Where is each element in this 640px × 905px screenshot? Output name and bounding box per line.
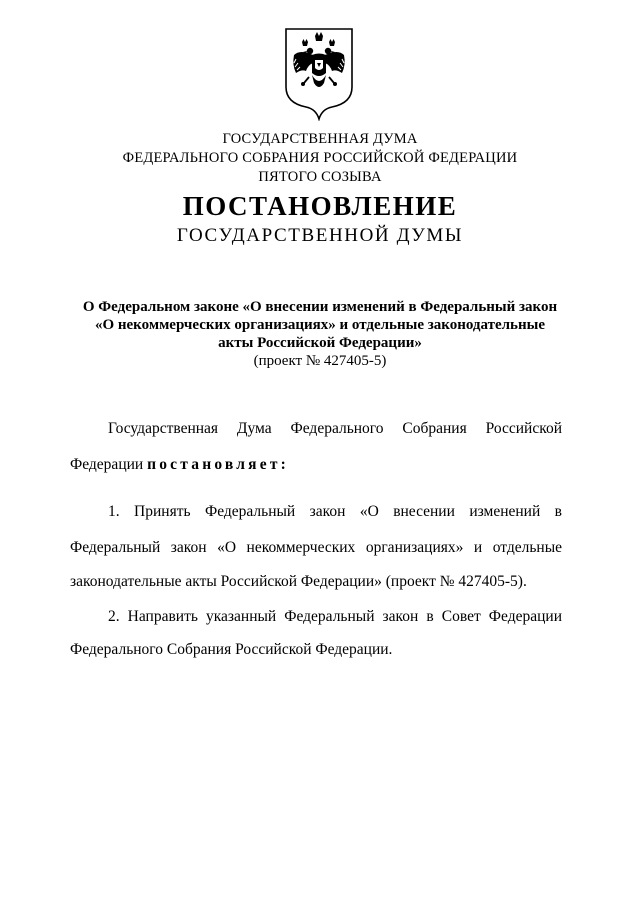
item-1-line-2: Федеральный закон «О некоммерческих организациях» и отдельные <box>70 539 562 556</box>
item-2-line-2-wrap <box>70 641 562 659</box>
decree-word: постановляет: <box>147 456 289 473</box>
org-line-2: ФЕДЕРАЛЬНОГО СОБРАНИЯ РОССИЙСКОЙ ФЕДЕРАЦИИ <box>122 150 518 166</box>
item-1-line-2-wrap <box>70 539 562 557</box>
subject-line-1: О Федеральном законе «О внесении изменений в Федеральный закон <box>82 299 558 315</box>
document-subtitle: ГОСУДАРСТВЕННОЙ ДУМЫ <box>176 225 464 246</box>
org-line-3: ПЯТОГО СОЗЫВА <box>258 169 382 185</box>
item-2-line-2: Федерального Собрания Российской Федерации. <box>70 641 393 658</box>
item-1-line-3-wrap <box>70 573 562 591</box>
org-line-1: ГОСУДАРСТВЕННАЯ ДУМА <box>222 131 418 147</box>
subject-line-3: акты Российской Федерации» <box>218 335 422 351</box>
preamble-line-2 <box>70 456 562 474</box>
russian-coat-of-arms-icon <box>282 25 356 121</box>
preamble-line-1-wrap <box>108 420 562 438</box>
preamble-line-1: Государственная Дума Федерального Собрания Российской <box>108 420 562 437</box>
item-2-line-1: 2. Направить указанный Федеральный закон в Совет Федерации <box>108 608 562 625</box>
item-2-line-1-wrap <box>108 608 562 626</box>
subject-line-2: «О некоммерческих организациях» и отдельные законодательные <box>94 317 546 333</box>
item-1-line-1: 1. Принять Федеральный закон «О внесении изменений в <box>108 503 562 520</box>
project-number: (проект № 427405-5) <box>253 353 387 369</box>
coat-of-arms-emblem <box>282 25 356 121</box>
document-subject <box>0 298 640 370</box>
preamble-federation: Федерации <box>70 456 144 473</box>
document-title: ПОСТАНОВЛЕНИЕ <box>182 191 458 221</box>
organization-header <box>0 130 640 187</box>
item-1-line-1-wrap <box>108 503 562 521</box>
item-1-line-3: законодательные акты Российской Федерации» (проект № 427405-5). <box>70 573 527 590</box>
